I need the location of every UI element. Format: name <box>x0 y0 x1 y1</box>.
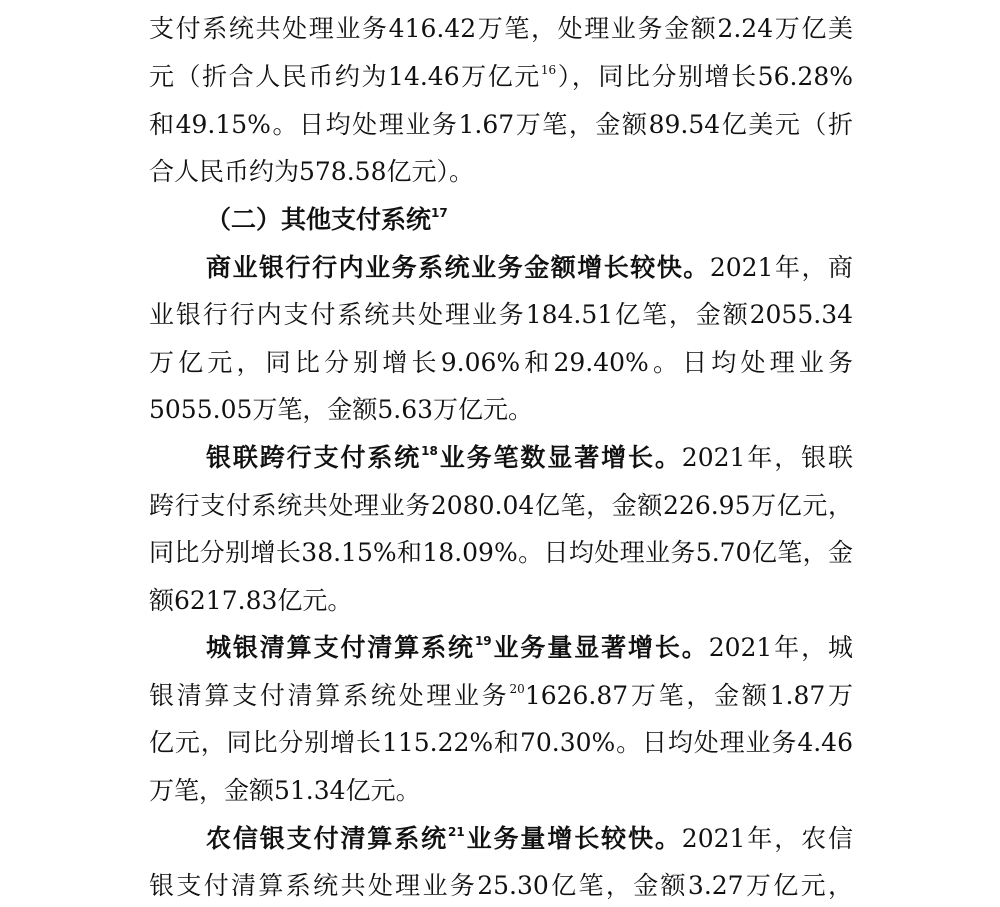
paragraph-lead: 城银清算支付清算系统 <box>206 633 475 662</box>
paragraph-line: 城银清算支付清算系统$^{19}$业务量显著增长。2021年，城 <box>206 633 853 662</box>
footnote-ref: 19 <box>474 634 492 648</box>
paragraph-line: 跨行支付系统共处理业务2080.04亿笔，金额226.95万亿元， <box>149 491 853 520</box>
paragraph-line: 银联跨行支付系统$^{18}$业务笔数显著增长。2021年，银联 <box>206 443 853 472</box>
paragraph-line: 万笔，金额51.34亿元。 <box>149 776 421 805</box>
paragraph-lead: 业务笔数显著增长。 <box>437 443 682 472</box>
footnote-ref: 18 <box>421 444 438 458</box>
section-heading: （二）其他支付系统$^{17}$ <box>206 205 448 234</box>
paragraph-line: 银支付清算系统共处理业务25.30亿笔，金额3.27万亿元， <box>149 871 853 900</box>
paragraph-lead: 商业银行行内业务系统业务金额增长较快。 <box>206 253 710 282</box>
paragraph-line: 商业银行行内业务系统业务金额增长较快。2021年，商 <box>206 253 853 282</box>
paragraph-line: 万亿元，同比分别增长9.06%和29.40%。日均处理业务 <box>149 348 853 377</box>
paragraph-lead: 银联跨行支付系统 <box>206 443 422 472</box>
footnote-ref: 20 <box>509 682 525 696</box>
paragraph-line: 农信银支付清算系统$^{21}$业务量增长较快。2021年，农信 <box>206 824 853 853</box>
footnote-ref: 21 <box>448 825 465 839</box>
paragraph-line: 合人民币约为578.58亿元）。 <box>149 157 474 186</box>
paragraph-line: 额6217.83亿元。 <box>149 586 353 615</box>
paragraph-line: 亿元，同比分别增长115.22%和70.30%。日均处理业务4.46 <box>149 728 853 757</box>
paragraph-line: 同比分别增长38.15%和18.09%。日均处理业务5.70亿笔，金 <box>149 538 853 567</box>
paragraph-line: 元（折合人民币约为14.46万亿元$^{16}$），同比分别增长56.28% <box>149 62 853 91</box>
paragraph-line: 银清算支付清算系统处理业务$^{20}$1626.87万笔，金额1.87万 <box>149 681 853 710</box>
paragraph-lead: 业务量增长较快。 <box>464 824 682 853</box>
paragraph-lead: 农信银支付清算系统 <box>206 824 449 853</box>
footnote-ref: 17 <box>431 206 448 220</box>
footnote-ref: 16 <box>540 63 557 77</box>
paragraph-line: 5055.05万笔，金额5.63万亿元。 <box>149 395 534 424</box>
paragraph-line: 和49.15%。日均处理业务1.67万笔，金额89.54亿美元（折 <box>149 110 853 139</box>
paragraph-line: 支付系统共处理业务416.42万笔，处理业务金额2.24万亿美 <box>149 14 853 43</box>
paragraph-line: 业银行行内支付系统共处理业务184.51亿笔，金额2055.34 <box>149 300 853 329</box>
paragraph-lead: 业务量显著增长。 <box>491 633 709 662</box>
